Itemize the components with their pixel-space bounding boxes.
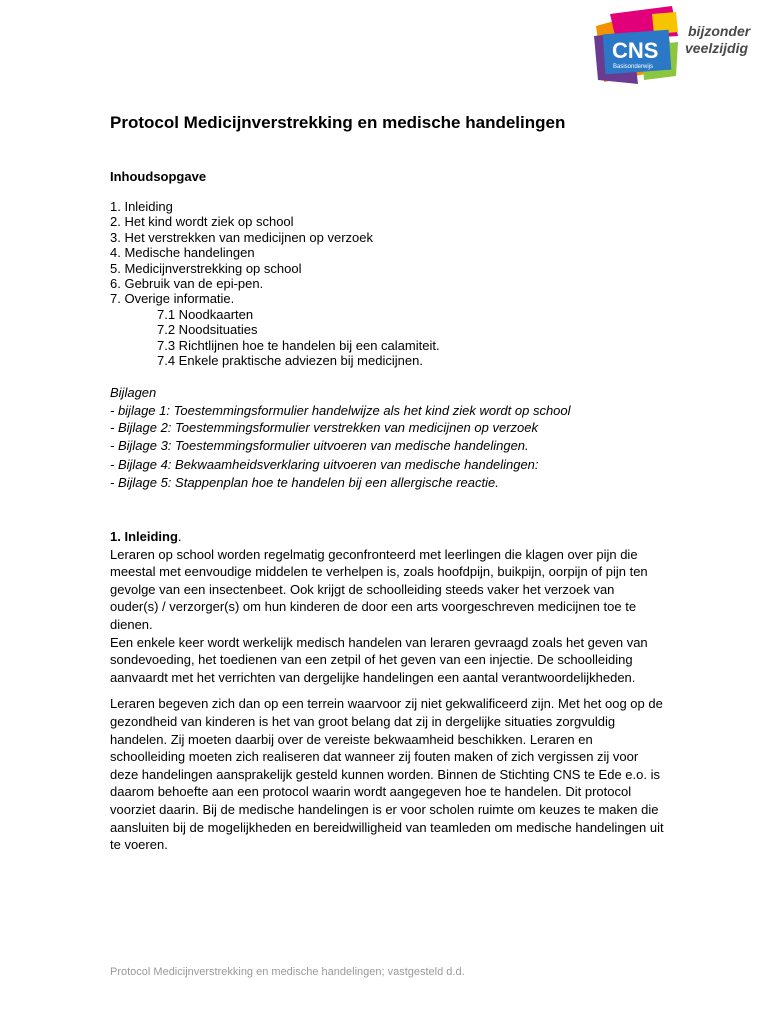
intro-paragraph-2: Leraren begeven zich dan op een terrein waarvoor zij niet gekwalificeerd zijn. Met het oog op de gezondheid van kinderen is het van groot belang dat zij in dergelijke situaties zorgvuldig handelen. Zij moeten daarbij over de vereiste bekwaamheid beschikken. Leraren en schoolleiding moeten zich realiseren dat wanneer zij fouten maken of zich vergissen zij voor deze handelingen aansprakelijk gesteld kunnen worden. Binnen de Stichting CNS te Ede e.o. is daarom behoefte aan een protocol waarin wordt aangegeven hoe te handelen. Dit protocol voorziet daarin. Bij de medische handelingen is er voor scholen ruimte om keuzes te maken die aansluiten bij de mogelijkheden en bereidwilligheid van teamleden om medische handelingen uit te voeren. [110,696,664,853]
appendix-item: - Bijlage 2: Toestemmingsformulier verstrekken van medicijnen op verzoek [110,420,538,435]
appendix-item: - Bijlage 5: Stappenplan hoe te handelen bij een allergische reactie. [110,474,499,490]
appendices-heading: Bijlagen [110,385,157,400]
appendix-item: - Bijlage 3: Toestemmingsformulier uitvoeren van medische handelingen. [110,437,529,453]
toc-heading: Inhoudsopgave [110,169,207,184]
intro-paragraph-1b: Een enkele keer wordt werkelijk medisch handelen van leraren gevraagd zoals het geven van sondevoeding, het toedienen van een zetpil of het geven van een injectie. De schoolleiding aanvaardt met het verrichten van dergelijke handelingen een aantal verantwoordelijkheden. [110,634,648,685]
toc-subitem: 7.1 Noodkaarten [157,306,254,322]
toc-item: 5. Medicijnverstrekking op school [110,260,302,276]
logo-brand: CNS [612,38,659,63]
toc-subitem: 7.3 Richtlijnen hoe te handelen bij een calamiteit. [157,337,440,353]
toc-item: 4. Medische handelingen [110,245,255,261]
section-introduction [110,528,665,854]
logo-tagline-2: veelzijdig [685,40,749,56]
appendices-list [110,384,571,491]
cns-logo [592,6,762,84]
toc-item: 7. Overige informatie. [110,291,235,307]
intro-paragraph-1: Leraren op school worden regelmatig geconfronteerd met leerlingen die klagen over pijn die meestal met eenvoudige middelen te verhelpen is, zoals hoofdpijn, buikpijn, oorpijn of pijn ten gevolge van een insectenbeet. Ook krijgt de schoolleiding steeds vaker het verzoek van ouder(s) / verzorger(s) om hun kinderen de door een arts voorgeschreven medicijnen toe te dienen. [110,546,648,632]
toc-item: 2. Het kind wordt ziek op school [110,214,294,230]
toc-subitem: 7.4 Enkele praktische adviezen bij medicijnen. [157,353,423,369]
appendix-item: - Bijlage 4: Bekwaamheidsverklaring uitvoeren van medische handelingen: [110,457,539,472]
toc-item: 3. Het verstrekken van medicijnen op verzoek [110,229,374,245]
toc-subitem: 7.2 Noodsituaties [157,322,258,338]
cns-logo-graphic [592,6,762,84]
page-footer: Protocol Medicijnverstrekking en medische handelingen; vastgesteld d.d. [110,966,465,978]
toc-item: 6. Gebruik van de epi-pen. [110,276,264,292]
table-of-contents [110,199,440,368]
document-title: Protocol Medicijnverstrekking en medische handelingen [110,113,566,132]
section-heading: 1. Inleiding [110,529,178,544]
toc-item: 1. Inleiding [110,199,173,214]
section-heading-suffix: . [177,529,182,544]
appendix-item: - bijlage 1: Toestemmingsformulier handelwijze als het kind ziek wordt op school [110,402,571,418]
logo-subtitle: Basisonderwijs [613,64,654,70]
logo-tagline-1: bijzonder [688,23,751,39]
